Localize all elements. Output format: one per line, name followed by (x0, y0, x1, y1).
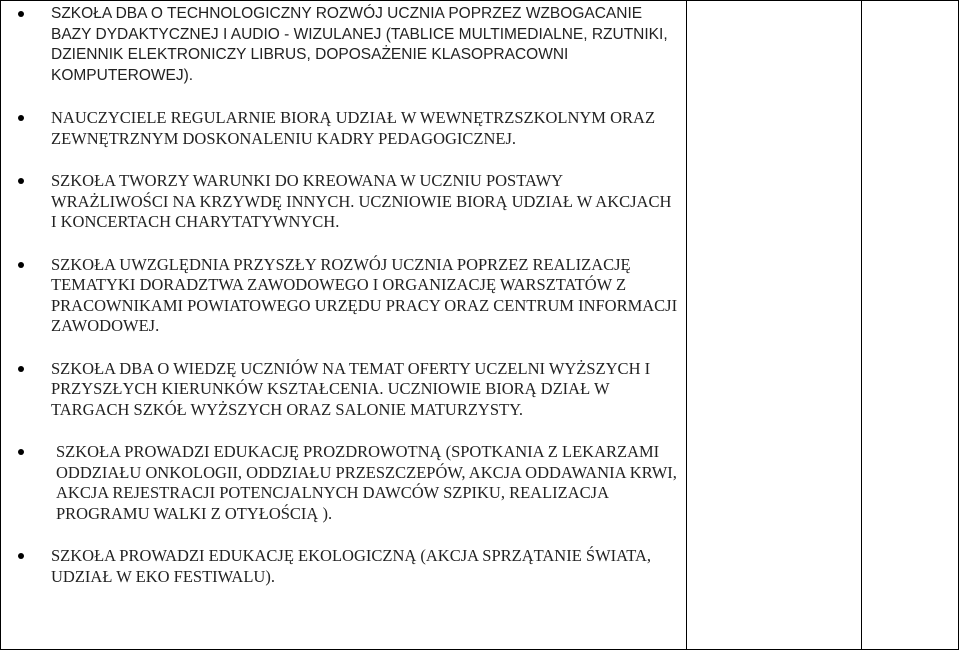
table-row (1, 1, 959, 650)
list-item (1, 171, 686, 233)
empty-cell (687, 1, 862, 650)
bullet-icon (18, 178, 24, 184)
bullet-icon (18, 115, 24, 121)
list-item-text: SZKOŁA DBA O TECHNOLOGICZNY ROZWÓJ UCZNIA POPRZEZ WZBOGACANIE BAZY DYDAKTYCZNEJ I AUDIO - WIZULANEJ (TABLICE MULTIMEDIALNE, RZUTNIKI, DZIENNIK ELEKTRONICZY LIBRUS, DOPOSAŻENIE KLASOPRACOWNI KOMPUTEROWEJ). (51, 5, 668, 84)
bullet-list (1, 4, 686, 587)
list-item (1, 255, 686, 337)
empty-cell (862, 1, 959, 650)
bullet-icon (18, 553, 24, 559)
content-cell (1, 1, 687, 650)
bullet-icon (18, 11, 24, 17)
list-item-text: SZKOŁA PROWADZI EDUKACJĘ EKOLOGICZNĄ (AKCJA SPRZĄTANIE ŚWIATA, UDZIAŁ W EKO FESTIWALU). (51, 546, 652, 586)
list-item-text: SZKOŁA TWORZY WARUNKI DO KREOWANA W UCZNIU POSTAWY WRAŻLIWOŚCI NA KRZYWDĘ INNYCH. UCZNIOWIE BIORĄ UDZIAŁ W AKCJACH I KONCERTACH CHARYTATYWNYCH. (51, 171, 672, 231)
list-item-text: SZKOŁA DBA O WIEDZĘ UCZNIÓW NA TEMAT OFERTY UCZELNI WYŻSZYCH I PRZYSZŁYCH KIERUNKÓW KSZTAŁCENIA. UCZNIOWIE BIORĄ DZIAŁ W TARGACH SZKÓŁ WYŻSZYCH ORAZ SALONIE MATURZYSTY. (51, 358, 651, 419)
bullet-icon (18, 449, 24, 455)
list-item (1, 108, 686, 149)
bullet-icon (18, 262, 24, 268)
bullet-icon (18, 366, 24, 372)
list-item-text: SZKOŁA PROWADZI EDUKACJĘ PROZDROWOTNĄ (SPOTKANIA Z LEKARZAMI ODDZIAŁU ONKOLOGII, ODDZIAŁU PRZESZCZEPÓW, AKCJA ODDAWANIA KRWI, AKCJA REJESTRACJI POTENCJALNYCH DAWCÓW SZPIKU, REALIZACJA PROGRAMU WALKI Z OTYŁOŚCIĄ ). (56, 442, 677, 523)
list-item (1, 359, 686, 421)
list-item-text: SZKOŁA UWZGLĘDNIA PRZYSZŁY ROZWÓJ UCZNIA POPRZEZ REALIZACJĘ TEMATYKI DORADZTWA ZAWODOWEGO I ORGANIZACJĘ WARSZTATÓW Z PRACOWNIKAMI POWIATOWEGO URZĘDU PRACY ORAZ CENTRUM INFORMACJI ZAWODOWEJ. (51, 254, 678, 335)
list-item-text: NAUCZYCIELE REGULARNIE BIORĄ UDZIAŁ W WEWNĘTRZSZKOLNYM ORAZ ZEWNĘTRZNYM DOSKONALENIU KADRY PEDAGOGICZNEJ. (51, 108, 656, 148)
list-item (1, 4, 686, 86)
list-item (1, 546, 686, 587)
list-item (1, 442, 686, 524)
